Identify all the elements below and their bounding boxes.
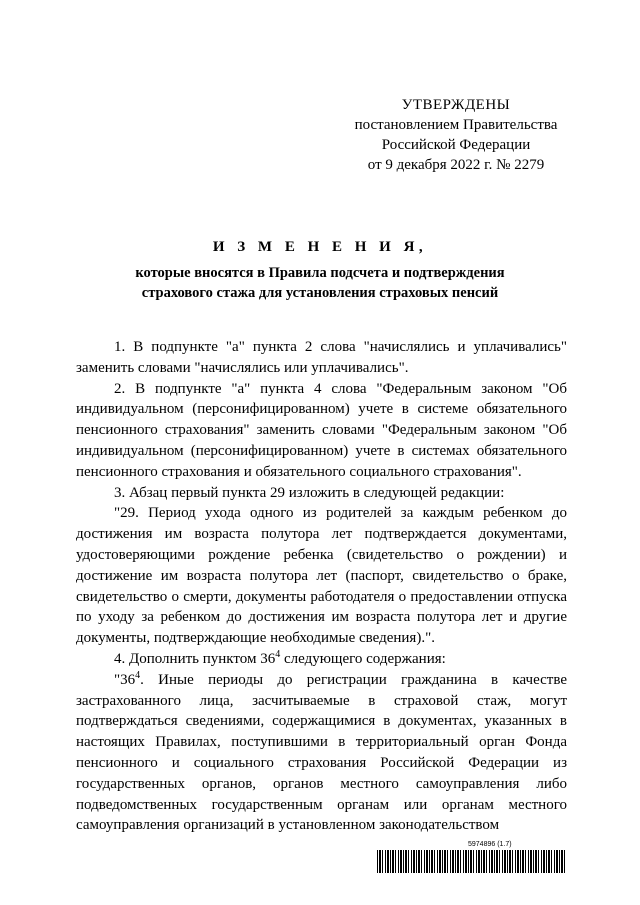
paragraph-5-start: 4. Дополнить пунктом 36 [114, 650, 276, 667]
paragraph-6-superscript: 4 [135, 669, 141, 681]
paragraph-5 [76, 649, 567, 670]
document-title: И З М Е Н Е Н И Я, [212, 239, 428, 255]
paragraph-6-end: . Иные периоды до регистрации гражданина в качестве застрахованного лица, засчитываемые в страховой стаж, могут подтверждаться сведениями, содержащимися в документах, указанных в настоящих Правилах, поступившими в территориальный орган Фонда пенсионного и социального страхования Российской Федерации из государственных органов, органов местного самоуправления либо подведомственных государственным органам или органам местного самоуправления организаций в установленном законодательством [76, 671, 567, 834]
approval-line-3: от 9 декабря 2022 г. № 2279 [367, 157, 545, 173]
paragraph-3: 3. Абзац первый пункта 29 изложить в следующей редакции: [114, 484, 505, 501]
subtitle-line-2: страхового стажа для установления страховых пенсий [141, 285, 499, 301]
paragraph-2: 2. В подпункте "а" пункта 4 слова "Федеральным законом "Об индивидуальном (персонифицированном) учете в системе обязательного пенсионного страхования" заменить словами "Федеральным законом "Об индивидуальном (персонифицированном) учете в системах обязательного пенсионного страхования и обязательного социального страхования". [76, 380, 567, 480]
paragraph-4: "29. Период ухода одного из родителей за каждым ребенком до достижения им возраста полутора лет подтверждается документами, удостоверяющими рождение ребенка (свидетельство о рождении) и достижение им возраста полутора лет (паспорт, свидетельство о браке, свидетельство о смерти, документы работодателя о предоставлении отпуска по уходу за ребенком до достижения им возраста полутора лет и другие документы, подтверждающие необходимые сведения).". [76, 505, 567, 647]
barcode-label: 5974896 (1.7) [468, 841, 512, 848]
paragraph-6 [76, 670, 567, 836]
approval-line-1: постановлением Правительства [354, 117, 558, 133]
paragraph-5-superscript: 4 [275, 648, 281, 660]
approval-line-2: Российской Федерации [381, 137, 531, 153]
barcode-image [377, 850, 567, 873]
subtitle-line-1: которые вносятся в Правила подсчета и подтверждения [135, 265, 505, 281]
paragraph-5-end: следующего содержания: [280, 650, 446, 667]
approval-block [336, 95, 576, 175]
paragraph-1: 1. В подпункте "а" пункта 2 слова "начислялись и уплачивались" заменить словами "начислялись или уплачивались". [76, 339, 567, 376]
document-body [76, 337, 567, 836]
document-subtitle [60, 263, 580, 303]
approval-heading: УТВЕРЖДЕНЫ [401, 97, 511, 113]
paragraph-6-start: "36 [114, 671, 136, 688]
